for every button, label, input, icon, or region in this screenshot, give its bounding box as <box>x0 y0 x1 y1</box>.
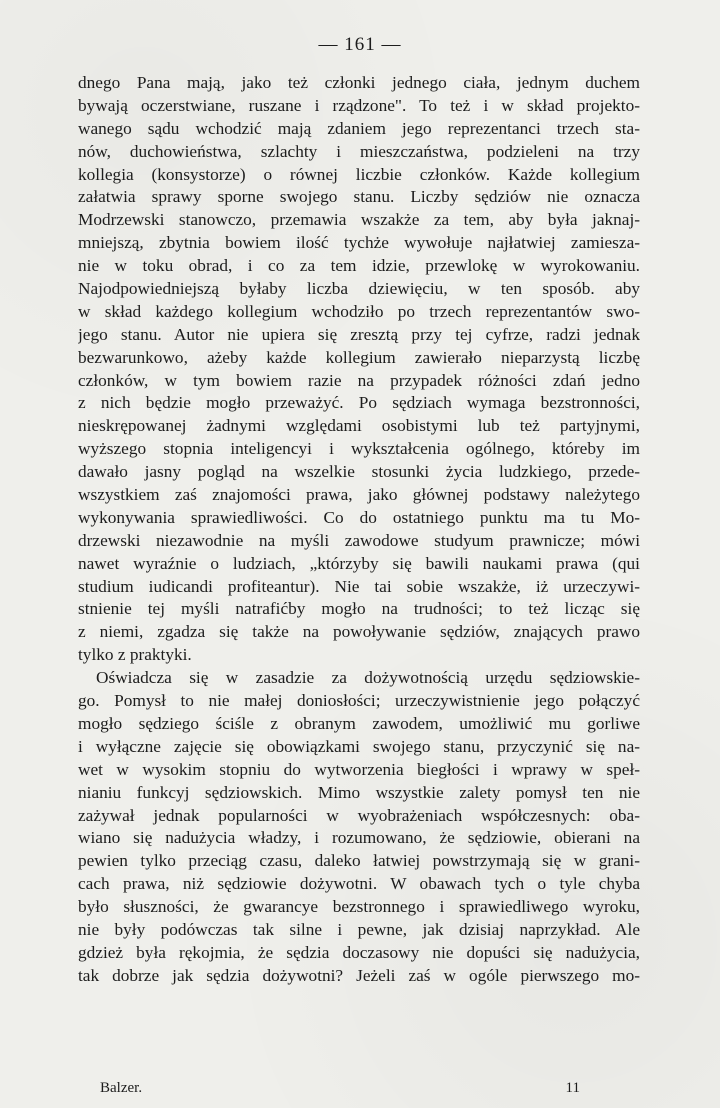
text-line: nów, duchowieństwa, szlachty i mieszczaństwa, podzieleni na trzy <box>78 141 640 161</box>
text-line: nianiu funkcyj sędziowskich. Mimo wszystkie zalety pomysł ten nie <box>78 782 640 802</box>
text-line: nie w toku obrad, i co za tem idzie, przewlokę w wyrokowaniu. <box>78 256 640 276</box>
text-line: bezwarunkowo, ażeby każde kollegium zawierało nieparzystą liczbę <box>78 347 640 367</box>
text-line: dnego Pana mają, jako też członki jednego ciała, jednym duchem <box>78 73 640 92</box>
text-line: jego stanu. Autor nie upiera się zresztą przy tej cyfrze, radzi jednak <box>78 324 640 344</box>
page-footer <box>100 1080 580 1100</box>
text-line: wszystkiem zaś znajomości prawa, jako głównej podstawy należytego <box>78 485 640 505</box>
text-line: w skład każdego kollegium wchodziło po trzech reprezentantów swo- <box>78 301 640 321</box>
text-line: tak dobrze jak sędzia dożywotni? Jeżeli zaś w ogóle pierwszego mo- <box>78 965 640 985</box>
text-line: nieskrępowanej żadnymi względami osobistymi lub też partyjnymi, <box>78 416 640 436</box>
text-line: kollegia (konsystorze) o równej liczbie członków. Każde kollegium <box>78 164 640 184</box>
text-line: mniejszą, zbytnia bowiem ilość tychże wywołuje najłatwiej zamiesza- <box>78 233 640 253</box>
text-line: drzewski niezawodnie na myśli zawodowe studyum prawnicze; mówi <box>78 530 640 550</box>
author-signature: Balzer. <box>100 1080 143 1096</box>
text-line: wiano się nadużycia władzy, i rozumowano, że sędziowie, obierani na <box>78 828 640 848</box>
text-line: z nich będzie mogło przeważyć. Po sędziach wymaga bezstronności, <box>78 393 640 413</box>
text-line: Najodpowiedniejszą byłaby liczba dziewięciu, w ten sposób. aby <box>78 279 640 299</box>
text-line: Oświadcza się w zasadzie za dożywotnością urzędu sędziowskie- <box>96 668 640 688</box>
text-line: członków, w tym bowiem razie na przypadek różności zdań jedno <box>78 370 640 390</box>
text-line: i wyłączne zajęcie się obowiązkami swojego stanu, przyczynić się na- <box>78 736 640 756</box>
text-line: mogło sędziego ściśle z obranym zawodem, umożliwić mu gorliwe <box>78 713 640 733</box>
text-line: stnienie tej myśli natrafićby mogło na trudności; to też licząc się <box>78 599 640 619</box>
text-line: pewien tylko przeciąg czasu, daleko łatwiej powstrzymają się w grani- <box>78 851 640 871</box>
text-line: załatwia sprawy sporne swojego stanu. Liczby sędziów nie oznacza <box>78 187 640 207</box>
text-line: go. Pomysł to nie małej doniosłości; urzeczywistnienie jego połączyć <box>78 691 640 711</box>
text-line: zażywał jednak popularności w wyobrażeniach współczesnych: oba- <box>78 805 640 825</box>
text-line: wet w wysokim stopniu do wytworzenia biegłości i wprawy w speł- <box>78 759 640 779</box>
body-text <box>78 72 640 988</box>
text-line: studium iudicandi profiteantur). Nie tai sobie wszakże, iż urzeczywi- <box>78 576 640 596</box>
printer-signature: 11 <box>565 1080 580 1096</box>
text-line: gdzież była rękojmia, że sędzia doczasowy nie dopuści się nadużycia, <box>78 942 640 962</box>
text-line: Modrzewski stanowczo, przemawia wszakże za tem, aby była jaknaj- <box>78 210 640 230</box>
text-line: wyższego stopnia inteligencyi i wykształcenia ogólnego, któreby im <box>78 439 640 459</box>
text-line: wanego sądu wchodzić mają zdaniem jego reprezentanci trzech sta- <box>78 118 640 138</box>
page-number: — 161 — <box>318 34 402 55</box>
text-line: wykonywania sprawiedliwości. Co do ostatniego punktu ma tu Mo- <box>78 507 640 527</box>
text-line: było słuszności, że gwarancye bezstronnego i sprawiedliwego wyroku, <box>78 897 640 917</box>
text-line: bywają oczerstwiane, ruszane i rządzone". To też i w skład projekto- <box>78 95 640 115</box>
text-line: dawało jasny pogląd na wszelkie stosunki życia ludzkiego, przede- <box>78 462 640 482</box>
text-line: tylko z praktyki. <box>78 645 192 665</box>
text-line: nawet wyraźnie o ludziach, „którzyby się bawili naukami prawa (qui <box>78 553 640 573</box>
text-line: z niemi, zgadza się także na powoływanie sędziów, znających prawo <box>78 622 640 642</box>
text-line: cach prawa, niż sędziowie dożywotni. W obawach tych o tyle chyba <box>78 874 640 894</box>
text-line: nie były podówczas tak silne i pewne, jak dzisiaj naprzykład. Ale <box>78 919 640 939</box>
